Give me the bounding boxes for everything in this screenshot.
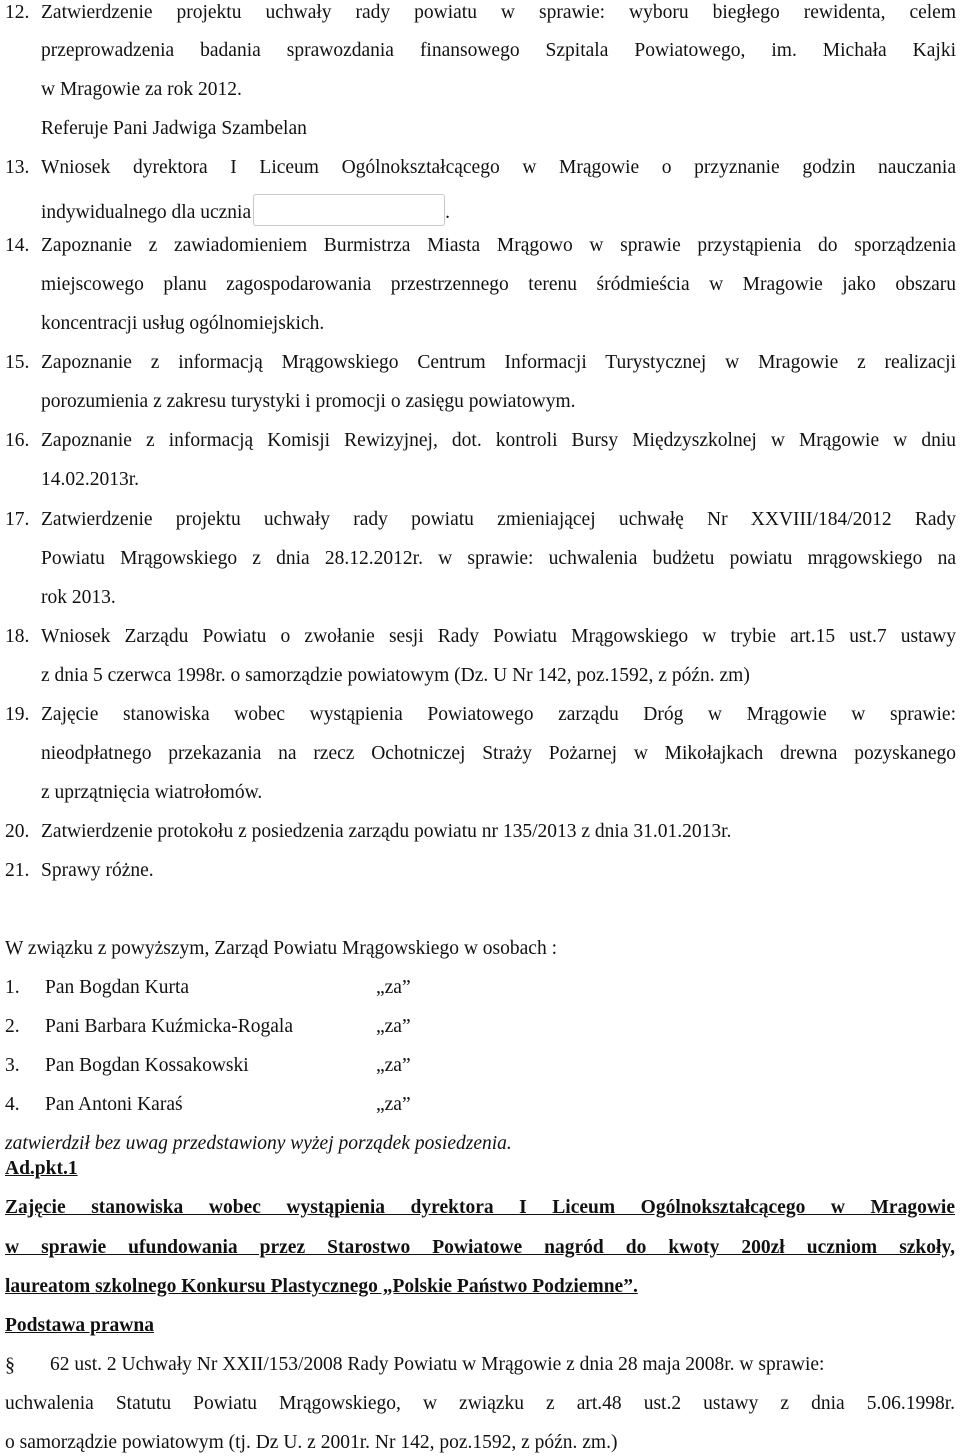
member-name: Pan Antoni Karaś [45,1094,183,1115]
member-name: Pan Bogdan Kossakowski [45,1055,249,1076]
agenda-14-line-3: koncentracji usług ogólnomiejskich. [41,313,325,334]
member-row [5,975,411,1001]
member-vote: „za” [376,1094,411,1115]
agenda-number-19: 19. [5,704,30,725]
legal-basis-line-3: o samorządzie powiatowym (tj. Dz U. z 2001r. Nr 142, poz.1592, z późn. zm.) [5,1432,618,1453]
member-number: 2. [5,1016,20,1037]
agenda-12-line-1: Zatwierdzenie projektu uchwały rady powiatu w sprawie: wyboru biegłego rewidenta, celem [41,2,956,23]
section-heading-line-2: w sprawie ufundowania przez Starostwo Powiatowe nagród do kwoty 200zł uczniom szkoły, [5,1237,955,1258]
agenda-17-line-3: rok 2013. [41,587,116,608]
agenda-13-line-1: Wniosek dyrektora I Liceum Ogólnokształcącego w Mrągowie o przyznanie godzin nauczania [41,157,956,178]
agenda-14-line-1: Zapoznanie z zawiadomieniem Burmistrza Miasta Mrągowo w sprawie przystąpienia do sporządzenia [41,235,956,256]
agenda-16-line-1: Zapoznanie z informacją Komisji Rewizyjnej, dot. kontroli Bursy Międzyszkolnej w Mrągowie w dniu [41,430,956,451]
agenda-number-15: 15. [5,352,30,373]
agenda-14-line-2: miejscowego planu zagospodarowania przestrzennego terenu śródmieścia w Mragowie jako obszaru [41,274,956,295]
agenda-15-line-2: porozumienia z zakresu turystyki i promocji o zasięgu powiatowym. [41,391,576,412]
agenda-19-line-1: Zajęcie stanowiska wobec wystąpienia Powiatowego zarządu Dróg w Mrągowie w sprawie: [41,704,956,725]
agenda-12-line-3: w Mragowie za rok 2012. [41,79,242,100]
member-vote: „za” [376,1016,411,1037]
member-row [5,1092,411,1118]
agenda-13-line-2-text: indywidualnego dla ucznia [41,202,252,223]
agenda-12-line-2: przeprowadzenia badania sprawozdania finansowego Szpitala Powiatowego, im. Michała Kajki [41,40,956,61]
agenda-number-21: 21. [5,860,30,881]
agenda-12-presenter: Referuje Pani Jadwiga Szambelan [41,118,307,139]
agenda-13-line-2-suffix: . [445,202,450,223]
section-heading-line-1: Zajęcie stanowiska wobec wystąpienia dyrektora I Liceum Ogólnokształcącego w Mragowie [5,1197,955,1218]
agenda-19-line-3: z uprzątnięcia wiatrołomów. [41,782,263,803]
agenda-13-line-2 [41,194,956,226]
board-intro: W związku z powyższym, Zarząd Powiatu Mrągowskiego w osobach : [5,938,557,959]
agenda-number-13: 13. [5,157,30,178]
member-vote: „za” [376,1055,411,1076]
paragraph-sign-icon: § [5,1354,15,1376]
agenda-number-14: 14. [5,235,30,256]
agenda-17-line-2: Powiatu Mrągowskiego z dnia 28.12.2012r. w sprawie: uchwalenia budżetu powiatu mrągowskiego na [41,548,956,569]
agenda-18-line-1: Wniosek Zarządu Powiatu o zwołanie sesji Rady Powiatu Mrągowskiego w trybie art.15 ust.7 ustawy [41,626,956,647]
agenda-17-line-1: Zatwierdzenie projektu uchwały rady powiatu zmieniającej uchwałę Nr XXVIII/184/2012 Rady [41,509,956,530]
member-number: 4. [5,1094,20,1115]
approval-note: zatwierdził bez uwag przedstawiony wyżej porządek posiedzenia. [5,1133,512,1154]
section-label: Ad.pkt.1 [5,1158,78,1179]
member-row [5,1014,411,1040]
agenda-number-16: 16. [5,430,30,451]
member-number: 1. [5,977,20,998]
agenda-16-line-2: 14.02.2013r. [41,469,140,490]
agenda-18-line-2: z dnia 5 czerwca 1998r. o samorządzie powiatowym (Dz. U Nr 142, poz.1592, z późn. zm) [41,665,750,686]
agenda-number-18: 18. [5,626,30,647]
agenda-19-line-2: nieodpłatnego przekazania na rzecz Ochotniczej Straży Pożarnej w Mikołajkach drewna pozyskanego [41,743,956,764]
legal-basis-line-2: uchwalenia Statutu Powiatu Mrągowskiego, w związku z art.48 ust.2 ustawy z dnia 5.06.1998r. [5,1393,955,1414]
agenda-20-line-1: Zatwierdzenie protokołu z posiedzenia zarządu powiatu nr 135/2013 z dnia 31.01.2013r. [41,821,732,842]
redacted-name-box [253,194,445,226]
member-name: Pan Bogdan Kurta [45,977,190,998]
member-number: 3. [5,1055,20,1076]
legal-basis-label: Podstawa prawna [5,1315,154,1336]
member-vote: „za” [376,977,411,998]
member-name: Pani Barbara Kuźmicka-Rogala [45,1016,293,1037]
agenda-15-line-1: Zapoznanie z informacją Mrągowskiego Centrum Informacji Turystycznej w Mragowie z realizacji [41,352,956,373]
member-row [5,1053,411,1079]
agenda-number-12: 12. [5,2,30,23]
legal-basis-line-1: 62 ust. 2 Uchwały Nr XXII/153/2008 Rady Powiatu w Mrągowie z dnia 28 maja 2008r. w sprawie: [50,1354,825,1375]
agenda-21-line-1: Sprawy różne. [41,860,154,881]
section-heading-line-3: laureatom szkolnego Konkursu Plastycznego „Polskie Państwo Podziemne”. [5,1276,638,1297]
agenda-number-20: 20. [5,821,30,842]
agenda-number-17: 17. [5,509,30,530]
